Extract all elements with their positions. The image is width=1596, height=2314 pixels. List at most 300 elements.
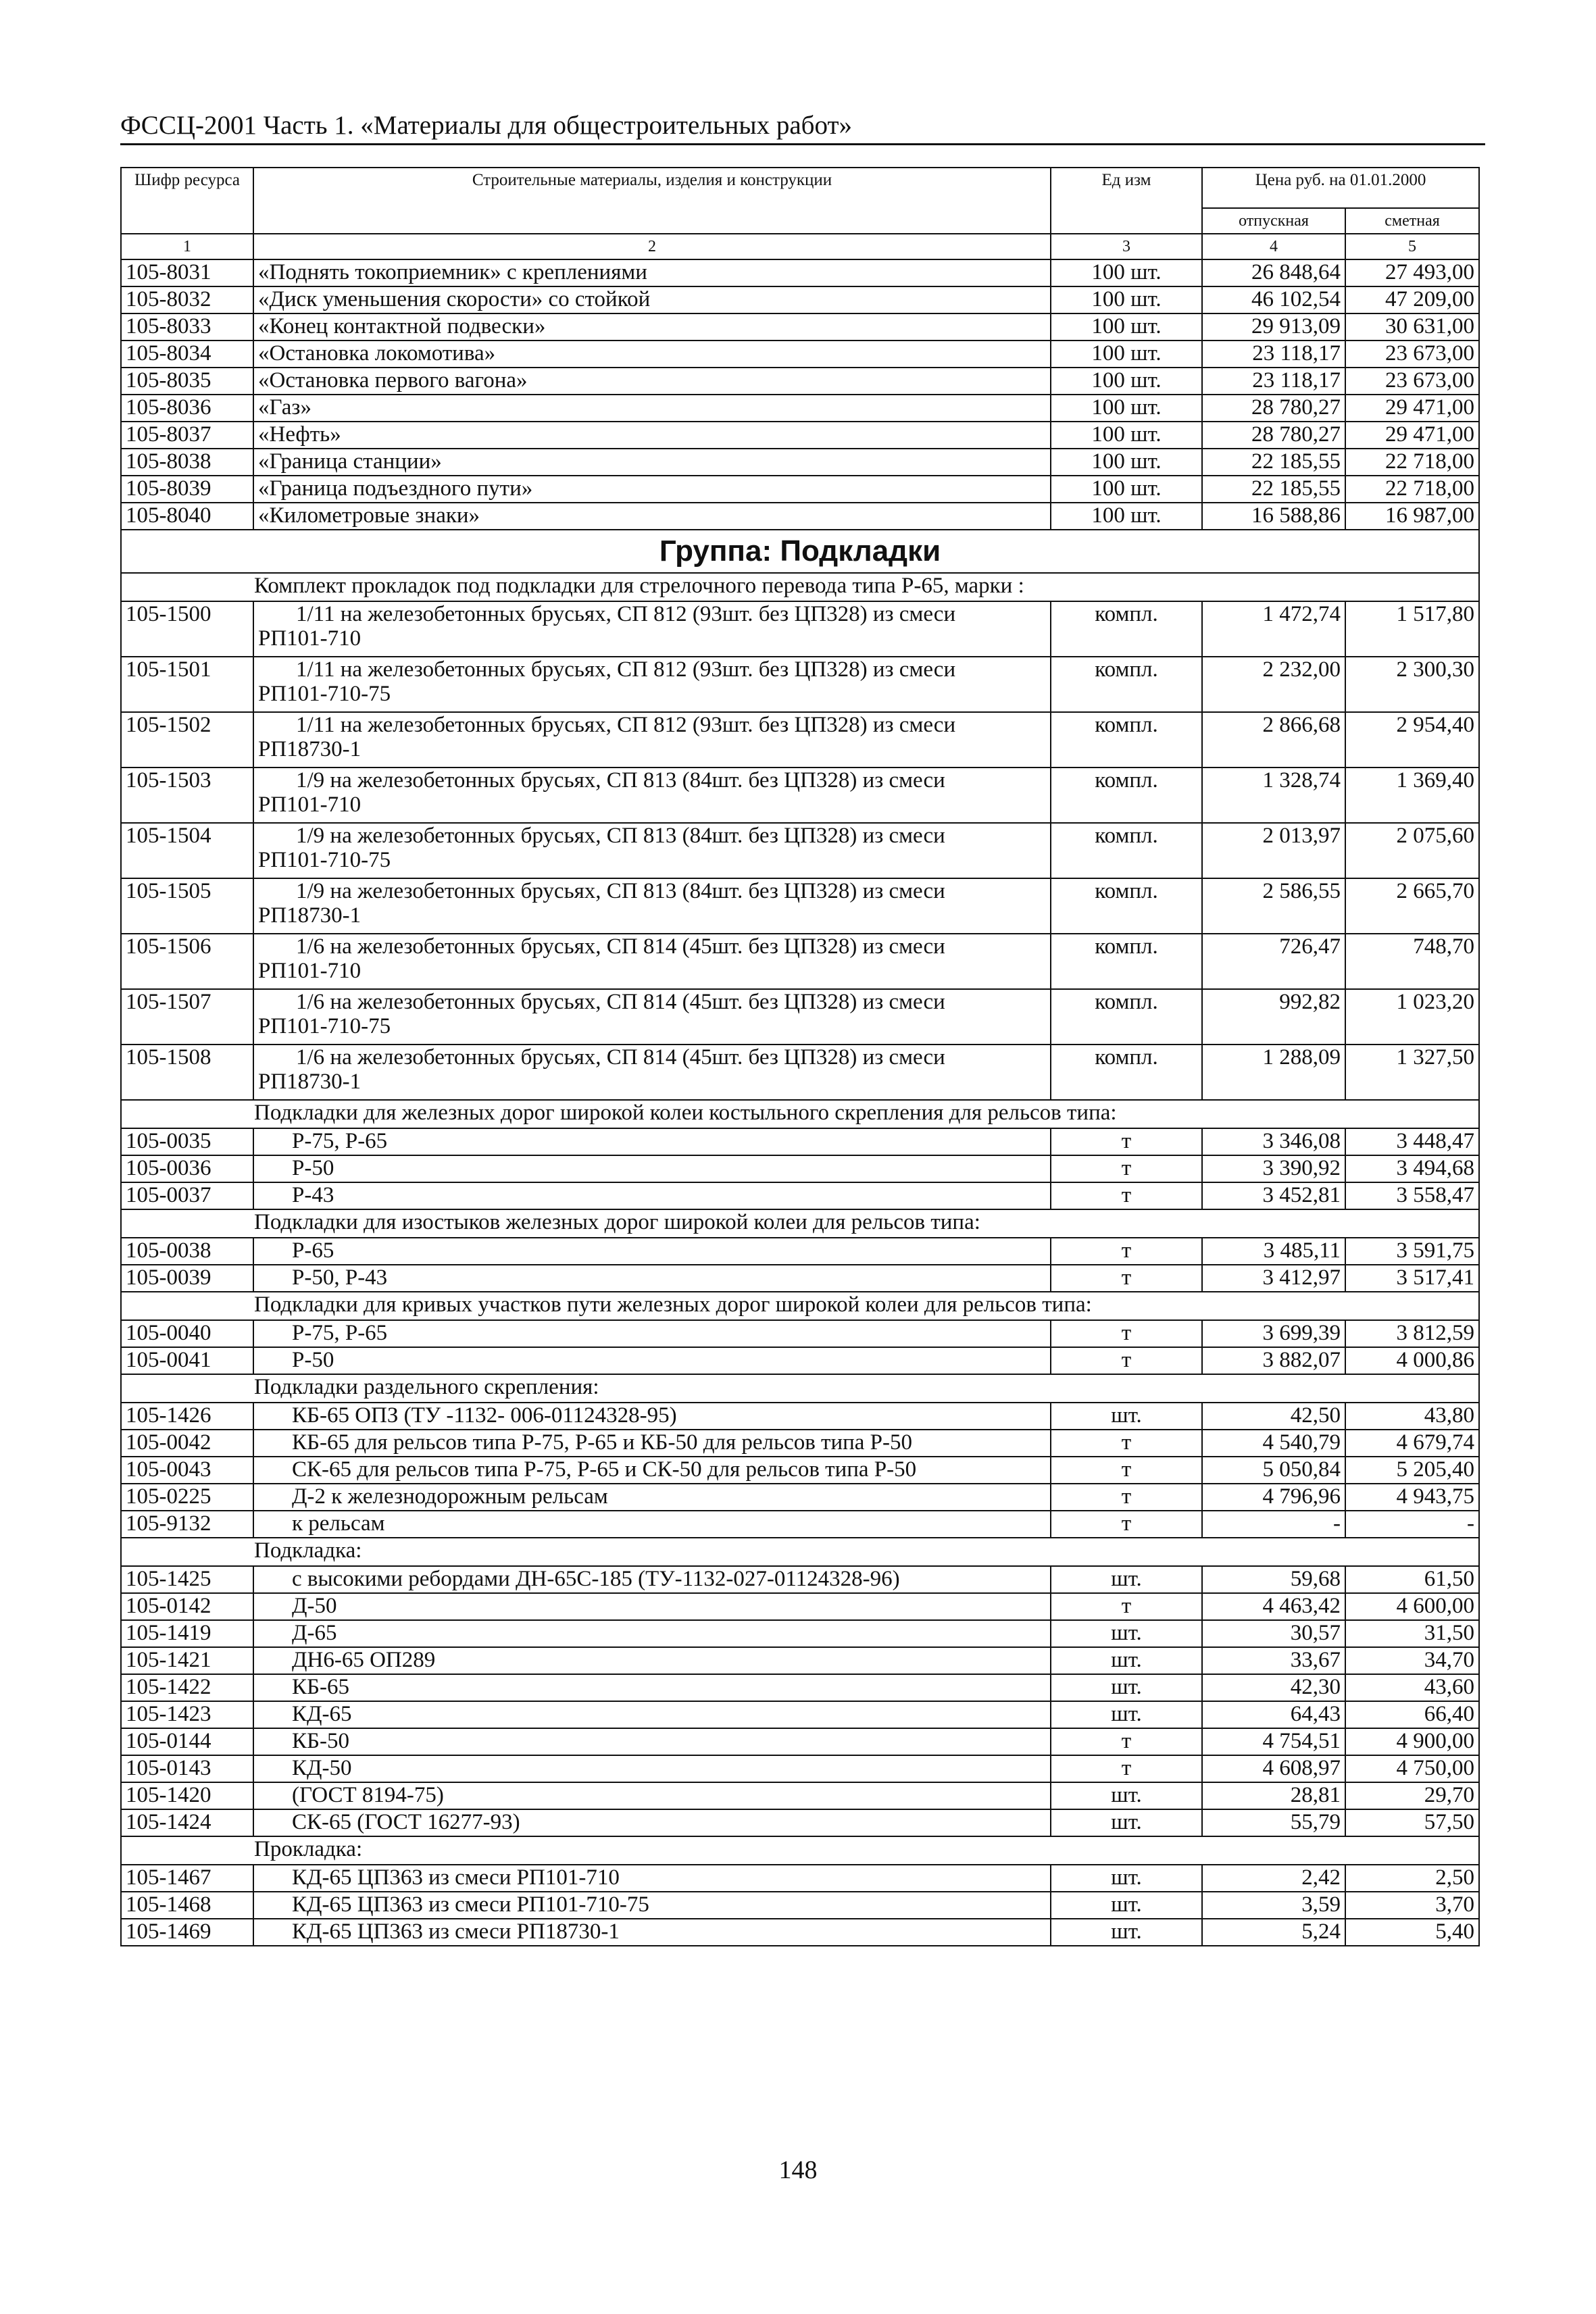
table-row xyxy=(121,823,1479,878)
price-table xyxy=(120,167,1480,1946)
resource-code: 105-1469 xyxy=(121,1919,253,1946)
material-name: КБ-65 для рельсов типа Р-75, Р-65 и КБ-50 для рельсов типа Р-50 xyxy=(253,1430,1051,1457)
unit-cell: 100 шт. xyxy=(1051,395,1202,422)
resource-code: 105-0225 xyxy=(121,1484,253,1511)
resource-code: 105-0038 xyxy=(121,1238,253,1265)
unit-cell: шт. xyxy=(1051,1892,1202,1919)
column-number: 2 xyxy=(253,234,1051,259)
material-name: СК-65 для рельсов типа Р-75, Р-65 и СК-50 для рельсов типа Р-50 xyxy=(253,1457,1051,1484)
column-number: 1 xyxy=(121,234,253,259)
estimate-price: 3 591,75 xyxy=(1345,1238,1479,1265)
material-name-line: РП18730-1 xyxy=(258,1070,361,1094)
material-name: к рельсам xyxy=(253,1511,1051,1538)
material-name-line: РП101-710 xyxy=(258,959,361,983)
material-name: Р-65 xyxy=(253,1238,1051,1265)
release-price: 5 050,84 xyxy=(1202,1457,1345,1484)
estimate-price: 4 000,86 xyxy=(1345,1347,1479,1374)
release-price: 16 588,86 xyxy=(1202,503,1345,530)
release-price: 26 848,64 xyxy=(1202,259,1345,286)
section-heading xyxy=(121,1374,1479,1403)
column-header-unit: Ед изм xyxy=(1051,168,1202,234)
resource-code: 105-1501 xyxy=(121,657,253,712)
material-name xyxy=(253,657,1051,712)
unit-cell: компл. xyxy=(1051,601,1202,657)
release-price: 42,50 xyxy=(1202,1403,1345,1430)
release-price: 28 780,27 xyxy=(1202,422,1345,449)
release-price: 3 452,81 xyxy=(1202,1182,1345,1209)
table-row xyxy=(121,259,1479,286)
material-name-line: 1/9 на железобетонных брусьях, СП 813 (84шт. без ЦП328) из смеси xyxy=(296,768,945,793)
estimate-price: 1 369,40 xyxy=(1345,768,1479,823)
unit-cell: т xyxy=(1051,1347,1202,1374)
material-name-line: РП101-710-75 xyxy=(258,682,391,706)
material-name xyxy=(253,989,1051,1045)
estimate-price: 1 517,80 xyxy=(1345,601,1479,657)
column-header-name: Строительные материалы, изделия и конструкции xyxy=(253,168,1051,234)
unit-cell: т xyxy=(1051,1128,1202,1155)
release-price: 55,79 xyxy=(1202,1809,1345,1836)
material-name xyxy=(253,601,1051,657)
release-price: 2 866,68 xyxy=(1202,712,1345,768)
material-name: Р-50, Р-43 xyxy=(253,1265,1051,1292)
table-row xyxy=(121,657,1479,712)
material-name: Р-50 xyxy=(253,1347,1051,1374)
release-price: 5,24 xyxy=(1202,1919,1345,1946)
unit-cell: т xyxy=(1051,1182,1202,1209)
material-name: с высокими ребордами ДН-65С-185 (ТУ-1132-027-01124328-96) xyxy=(253,1566,1051,1593)
release-price: 22 185,55 xyxy=(1202,476,1345,503)
resource-code: 105-0039 xyxy=(121,1265,253,1292)
section-heading xyxy=(121,1836,1479,1865)
estimate-price: 4 943,75 xyxy=(1345,1484,1479,1511)
table-row xyxy=(121,1403,1479,1430)
material-name-line: РП101-710-75 xyxy=(258,1014,391,1038)
material-name: КБ-50 xyxy=(253,1728,1051,1755)
resource-code: 105-1419 xyxy=(121,1620,253,1647)
estimate-price: - xyxy=(1345,1511,1479,1538)
table-row xyxy=(121,1865,1479,1892)
unit-cell: т xyxy=(1051,1728,1202,1755)
resource-code: 105-8033 xyxy=(121,313,253,341)
release-price: 23 118,17 xyxy=(1202,341,1345,368)
material-name: КД-65 ЦП363 из смеси РП101-710-75 xyxy=(253,1892,1051,1919)
material-name-line: РП18730-1 xyxy=(258,737,361,761)
release-price: 1 328,74 xyxy=(1202,768,1345,823)
group-title-text: Группа: Подкладки xyxy=(121,530,1479,573)
estimate-price: 2,50 xyxy=(1345,1865,1479,1892)
resource-code: 105-1426 xyxy=(121,1403,253,1430)
material-name: «Остановка первого вагона» xyxy=(253,368,1051,395)
material-name: «Граница подъездного пути» xyxy=(253,476,1051,503)
table-row xyxy=(121,1128,1479,1155)
estimate-price: 22 718,00 xyxy=(1345,476,1479,503)
resource-code: 105-8031 xyxy=(121,259,253,286)
table-row xyxy=(121,341,1479,368)
estimate-price: 27 493,00 xyxy=(1345,259,1479,286)
material-name xyxy=(253,1045,1051,1100)
estimate-price: 57,50 xyxy=(1345,1809,1479,1836)
unit-cell: т xyxy=(1051,1511,1202,1538)
material-name: Р-75, Р-65 xyxy=(253,1128,1051,1155)
unit-cell: 100 шт. xyxy=(1051,341,1202,368)
resource-code: 105-0035 xyxy=(121,1128,253,1155)
material-name-line: 1/6 на железобетонных брусьях, СП 814 (45шт. без ЦП328) из смеси xyxy=(296,1045,945,1070)
unit-cell: шт. xyxy=(1051,1620,1202,1647)
resource-code: 105-8034 xyxy=(121,341,253,368)
material-name: «Конец контактной подвески» xyxy=(253,313,1051,341)
section-heading-text: Подкладка: xyxy=(121,1538,1479,1566)
table-row xyxy=(121,1782,1479,1809)
unit-cell: т xyxy=(1051,1265,1202,1292)
table-row xyxy=(121,1045,1479,1100)
table-row xyxy=(121,395,1479,422)
estimate-price: 3 494,68 xyxy=(1345,1155,1479,1182)
column-header-price: Цена руб. на 01.01.2000 xyxy=(1202,168,1479,208)
release-price: 30,57 xyxy=(1202,1620,1345,1647)
material-name: Р-50 xyxy=(253,1155,1051,1182)
table-row xyxy=(121,934,1479,989)
material-name xyxy=(253,768,1051,823)
section-heading xyxy=(121,1538,1479,1566)
release-price: 28,81 xyxy=(1202,1782,1345,1809)
table-row xyxy=(121,286,1479,313)
release-price: 4 463,42 xyxy=(1202,1593,1345,1620)
material-name: «Газ» xyxy=(253,395,1051,422)
table-row xyxy=(121,1809,1479,1836)
material-name xyxy=(253,712,1051,768)
resource-code: 105-0037 xyxy=(121,1182,253,1209)
table-row xyxy=(121,712,1479,768)
estimate-price: 16 987,00 xyxy=(1345,503,1479,530)
section-heading-text: Подкладки для изостыков железных дорог широкой колеи для рельсов типа: xyxy=(121,1209,1479,1238)
material-name-line: 1/11 на железобетонных брусьях, СП 812 (93шт. без ЦП328) из смеси xyxy=(296,657,956,682)
unit-cell: шт. xyxy=(1051,1809,1202,1836)
section-heading-text: Подкладки раздельного скрепления: xyxy=(121,1374,1479,1403)
header-rule xyxy=(120,143,1485,145)
table-row xyxy=(121,1919,1479,1946)
unit-cell: т xyxy=(1051,1430,1202,1457)
table-row xyxy=(121,1593,1479,1620)
release-price: 1 472,74 xyxy=(1202,601,1345,657)
estimate-price: 1 023,20 xyxy=(1345,989,1479,1045)
resource-code: 105-8040 xyxy=(121,503,253,530)
resource-code: 105-1421 xyxy=(121,1647,253,1674)
resource-code: 105-1505 xyxy=(121,878,253,934)
table-row xyxy=(121,1347,1479,1374)
unit-cell: 100 шт. xyxy=(1051,286,1202,313)
table-row xyxy=(121,989,1479,1045)
release-price: 4 608,97 xyxy=(1202,1755,1345,1782)
estimate-price: 29 471,00 xyxy=(1345,395,1479,422)
column-number: 4 xyxy=(1202,234,1345,259)
column-header-code: Шифр ресурса xyxy=(121,168,253,234)
release-price: 4 796,96 xyxy=(1202,1484,1345,1511)
material-name: «Граница станции» xyxy=(253,449,1051,476)
estimate-price: 43,60 xyxy=(1345,1674,1479,1701)
section-heading-text: Подкладки для кривых участков пути железных дорог широкой колеи для рельсов типа: xyxy=(121,1292,1479,1320)
unit-cell: компл. xyxy=(1051,989,1202,1045)
estimate-price: 29 471,00 xyxy=(1345,422,1479,449)
release-price: 3 412,97 xyxy=(1202,1265,1345,1292)
resource-code: 105-1420 xyxy=(121,1782,253,1809)
estimate-price: 29,70 xyxy=(1345,1782,1479,1809)
release-price: 22 185,55 xyxy=(1202,449,1345,476)
table-row xyxy=(121,368,1479,395)
material-name: ДН6-65 ОП289 xyxy=(253,1647,1051,1674)
release-price: 3,59 xyxy=(1202,1892,1345,1919)
release-price: 29 913,09 xyxy=(1202,313,1345,341)
table-row xyxy=(121,1566,1479,1593)
unit-cell: 100 шт. xyxy=(1051,476,1202,503)
release-price: 46 102,54 xyxy=(1202,286,1345,313)
unit-cell: компл. xyxy=(1051,823,1202,878)
material-name: СК-65 (ГОСТ 16277-93) xyxy=(253,1809,1051,1836)
material-name: КД-50 xyxy=(253,1755,1051,1782)
material-name: КБ-65 ОПЗ (ТУ -1132- 006-01124328-95) xyxy=(253,1403,1051,1430)
estimate-price: 3 812,59 xyxy=(1345,1320,1479,1347)
release-price: 3 346,08 xyxy=(1202,1128,1345,1155)
estimate-price: 30 631,00 xyxy=(1345,313,1479,341)
resource-code: 105-1467 xyxy=(121,1865,253,1892)
release-price: 1 288,09 xyxy=(1202,1045,1345,1100)
estimate-price: 5,40 xyxy=(1345,1919,1479,1946)
unit-cell: т xyxy=(1051,1238,1202,1265)
resource-code: 105-8037 xyxy=(121,422,253,449)
resource-code: 105-9132 xyxy=(121,1511,253,1538)
page-number: 148 xyxy=(778,2156,818,2184)
material-name-line: 1/9 на железобетонных брусьях, СП 813 (84шт. без ЦП328) из смеси xyxy=(296,824,945,848)
table-row xyxy=(121,1728,1479,1755)
table-row xyxy=(121,1457,1479,1484)
material-name-line: 1/9 на железобетонных брусьях, СП 813 (84шт. без ЦП328) из смеси xyxy=(296,879,945,903)
release-price: 4 754,51 xyxy=(1202,1728,1345,1755)
resource-code: 105-0036 xyxy=(121,1155,253,1182)
resource-code: 105-1424 xyxy=(121,1809,253,1836)
material-name: КД-65 ЦП363 из смеси РП18730-1 xyxy=(253,1919,1051,1946)
estimate-price: 47 209,00 xyxy=(1345,286,1479,313)
table-row xyxy=(121,1182,1479,1209)
unit-cell: 100 шт. xyxy=(1051,368,1202,395)
estimate-price: 34,70 xyxy=(1345,1647,1479,1674)
estimate-price: 2 300,30 xyxy=(1345,657,1479,712)
table-row xyxy=(121,768,1479,823)
material-name xyxy=(253,934,1051,989)
table-row xyxy=(121,1701,1479,1728)
estimate-price: 22 718,00 xyxy=(1345,449,1479,476)
estimate-price: 4 750,00 xyxy=(1345,1755,1479,1782)
material-name: «Нефть» xyxy=(253,422,1051,449)
resource-code: 105-1425 xyxy=(121,1566,253,1593)
resource-code: 105-1423 xyxy=(121,1701,253,1728)
group-title xyxy=(121,530,1479,573)
table-row xyxy=(121,1620,1479,1647)
release-price: 3 485,11 xyxy=(1202,1238,1345,1265)
page-header: ФССЦ-2001 Часть 1. «Материалы для общестроительных работ» xyxy=(120,111,853,140)
table-row xyxy=(121,1755,1479,1782)
unit-cell: 100 шт. xyxy=(1051,259,1202,286)
unit-cell: компл. xyxy=(1051,657,1202,712)
table-row xyxy=(121,1320,1479,1347)
estimate-price: 61,50 xyxy=(1345,1566,1479,1593)
resource-code: 105-0041 xyxy=(121,1347,253,1374)
unit-cell: т xyxy=(1051,1755,1202,1782)
unit-cell: шт. xyxy=(1051,1674,1202,1701)
unit-cell: компл. xyxy=(1051,934,1202,989)
resource-code: 105-0144 xyxy=(121,1728,253,1755)
unit-cell: 100 шт. xyxy=(1051,422,1202,449)
release-price: 2 013,97 xyxy=(1202,823,1345,878)
unit-cell: шт. xyxy=(1051,1865,1202,1892)
unit-cell: шт. xyxy=(1051,1782,1202,1809)
material-name-line: РП101-710 xyxy=(258,626,361,651)
resource-code: 105-0143 xyxy=(121,1755,253,1782)
material-name: «Диск уменьшения скорости» со стойкой xyxy=(253,286,1051,313)
section-heading xyxy=(121,1209,1479,1238)
unit-cell: шт. xyxy=(1051,1701,1202,1728)
release-price: 3 699,39 xyxy=(1202,1320,1345,1347)
table-row xyxy=(121,1430,1479,1457)
resource-code: 105-8038 xyxy=(121,449,253,476)
unit-cell: т xyxy=(1051,1593,1202,1620)
table-row xyxy=(121,1892,1479,1919)
table-row xyxy=(121,1265,1479,1292)
resource-code: 105-1502 xyxy=(121,712,253,768)
table-row xyxy=(121,1647,1479,1674)
unit-cell: т xyxy=(1051,1457,1202,1484)
unit-cell: т xyxy=(1051,1155,1202,1182)
material-name: Д-50 xyxy=(253,1593,1051,1620)
estimate-price: 31,50 xyxy=(1345,1620,1479,1647)
material-name-line: РП101-710-75 xyxy=(258,848,391,872)
unit-cell: 100 шт. xyxy=(1051,449,1202,476)
resource-code: 105-8039 xyxy=(121,476,253,503)
table-row xyxy=(121,1155,1479,1182)
table-row xyxy=(121,1238,1479,1265)
estimate-price: 748,70 xyxy=(1345,934,1479,989)
material-name: «Остановка локомотива» xyxy=(253,341,1051,368)
estimate-price: 4 600,00 xyxy=(1345,1593,1479,1620)
material-name: КД-65 xyxy=(253,1701,1051,1728)
material-name: «Километровые знаки» xyxy=(253,503,1051,530)
material-name: Д-65 xyxy=(253,1620,1051,1647)
resource-code: 105-8032 xyxy=(121,286,253,313)
unit-cell: шт. xyxy=(1051,1566,1202,1593)
unit-cell: компл. xyxy=(1051,712,1202,768)
section-heading xyxy=(121,573,1479,601)
estimate-price: 3,70 xyxy=(1345,1892,1479,1919)
estimate-price: 4 679,74 xyxy=(1345,1430,1479,1457)
resource-code: 105-0043 xyxy=(121,1457,253,1484)
table-row xyxy=(121,878,1479,934)
unit-cell: 100 шт. xyxy=(1051,503,1202,530)
release-price: 28 780,27 xyxy=(1202,395,1345,422)
material-name xyxy=(253,823,1051,878)
release-price: - xyxy=(1202,1511,1345,1538)
unit-cell: т xyxy=(1051,1484,1202,1511)
unit-cell: шт. xyxy=(1051,1403,1202,1430)
material-name: КД-65 ЦП363 из смеси РП101-710 xyxy=(253,1865,1051,1892)
column-number: 3 xyxy=(1051,234,1202,259)
table-row xyxy=(121,476,1479,503)
material-name: Р-43 xyxy=(253,1182,1051,1209)
unit-cell: 100 шт. xyxy=(1051,313,1202,341)
estimate-price: 2 665,70 xyxy=(1345,878,1479,934)
table-row xyxy=(121,1484,1479,1511)
release-price: 4 540,79 xyxy=(1202,1430,1345,1457)
table-row xyxy=(121,313,1479,341)
table-row xyxy=(121,601,1479,657)
column-header-release: отпускная xyxy=(1202,208,1345,234)
estimate-price: 2 075,60 xyxy=(1345,823,1479,878)
unit-cell: компл. xyxy=(1051,1045,1202,1100)
resource-code: 105-8036 xyxy=(121,395,253,422)
column-number: 5 xyxy=(1345,234,1479,259)
release-price: 2 232,00 xyxy=(1202,657,1345,712)
estimate-price: 3 448,47 xyxy=(1345,1128,1479,1155)
resource-code: 105-1506 xyxy=(121,934,253,989)
resource-code: 105-1500 xyxy=(121,601,253,657)
resource-code: 105-1503 xyxy=(121,768,253,823)
section-heading xyxy=(121,1292,1479,1320)
section-heading xyxy=(121,1100,1479,1128)
resource-code: 105-0040 xyxy=(121,1320,253,1347)
resource-code: 105-1422 xyxy=(121,1674,253,1701)
material-name-line: 1/6 на железобетонных брусьях, СП 814 (45шт. без ЦП328) из смеси xyxy=(296,990,945,1014)
resource-code: 105-0042 xyxy=(121,1430,253,1457)
resource-code: 105-1468 xyxy=(121,1892,253,1919)
estimate-price: 43,80 xyxy=(1345,1403,1479,1430)
column-header-estimate: сметная xyxy=(1345,208,1479,234)
material-name: (ГОСТ 8194-75) xyxy=(253,1782,1051,1809)
section-heading-text: Подкладки для железных дорог широкой колеи костыльного скрепления для рельсов типа: xyxy=(121,1100,1479,1128)
material-name-line: 1/11 на железобетонных брусьях, СП 812 (93шт. без ЦП328) из смеси xyxy=(296,713,956,737)
release-price: 59,68 xyxy=(1202,1566,1345,1593)
release-price: 33,67 xyxy=(1202,1647,1345,1674)
release-price: 3 390,92 xyxy=(1202,1155,1345,1182)
material-name: «Поднять токоприемник» с креплениями xyxy=(253,259,1051,286)
release-price: 726,47 xyxy=(1202,934,1345,989)
resource-code: 105-1508 xyxy=(121,1045,253,1100)
estimate-price: 1 327,50 xyxy=(1345,1045,1479,1100)
table-row xyxy=(121,1674,1479,1701)
unit-cell: т xyxy=(1051,1320,1202,1347)
resource-code: 105-8035 xyxy=(121,368,253,395)
material-name-line: 1/11 на железобетонных брусьях, СП 812 (93шт. без ЦП328) из смеси xyxy=(296,602,956,626)
resource-code: 105-1507 xyxy=(121,989,253,1045)
unit-cell: компл. xyxy=(1051,768,1202,823)
material-name xyxy=(253,878,1051,934)
release-price: 2 586,55 xyxy=(1202,878,1345,934)
estimate-price: 3 517,41 xyxy=(1345,1265,1479,1292)
release-price: 992,82 xyxy=(1202,989,1345,1045)
table-row xyxy=(121,503,1479,530)
material-name-line: РП101-710 xyxy=(258,793,361,817)
material-name: Д-2 к железнодорожным рельсам xyxy=(253,1484,1051,1511)
estimate-price: 3 558,47 xyxy=(1345,1182,1479,1209)
estimate-price: 66,40 xyxy=(1345,1701,1479,1728)
material-name: КБ-65 xyxy=(253,1674,1051,1701)
release-price: 23 118,17 xyxy=(1202,368,1345,395)
unit-cell: шт. xyxy=(1051,1647,1202,1674)
material-name-line: 1/6 на железобетонных брусьях, СП 814 (45шт. без ЦП328) из смеси xyxy=(296,934,945,959)
section-heading-text: Комплект прокладок под подкладки для стрелочного перевода типа Р-65, марки : xyxy=(121,573,1479,601)
table-row xyxy=(121,422,1479,449)
section-heading-text: Прокладка: xyxy=(121,1836,1479,1865)
estimate-price: 5 205,40 xyxy=(1345,1457,1479,1484)
material-name: Р-75, Р-65 xyxy=(253,1320,1051,1347)
estimate-price: 4 900,00 xyxy=(1345,1728,1479,1755)
unit-cell: шт. xyxy=(1051,1919,1202,1946)
